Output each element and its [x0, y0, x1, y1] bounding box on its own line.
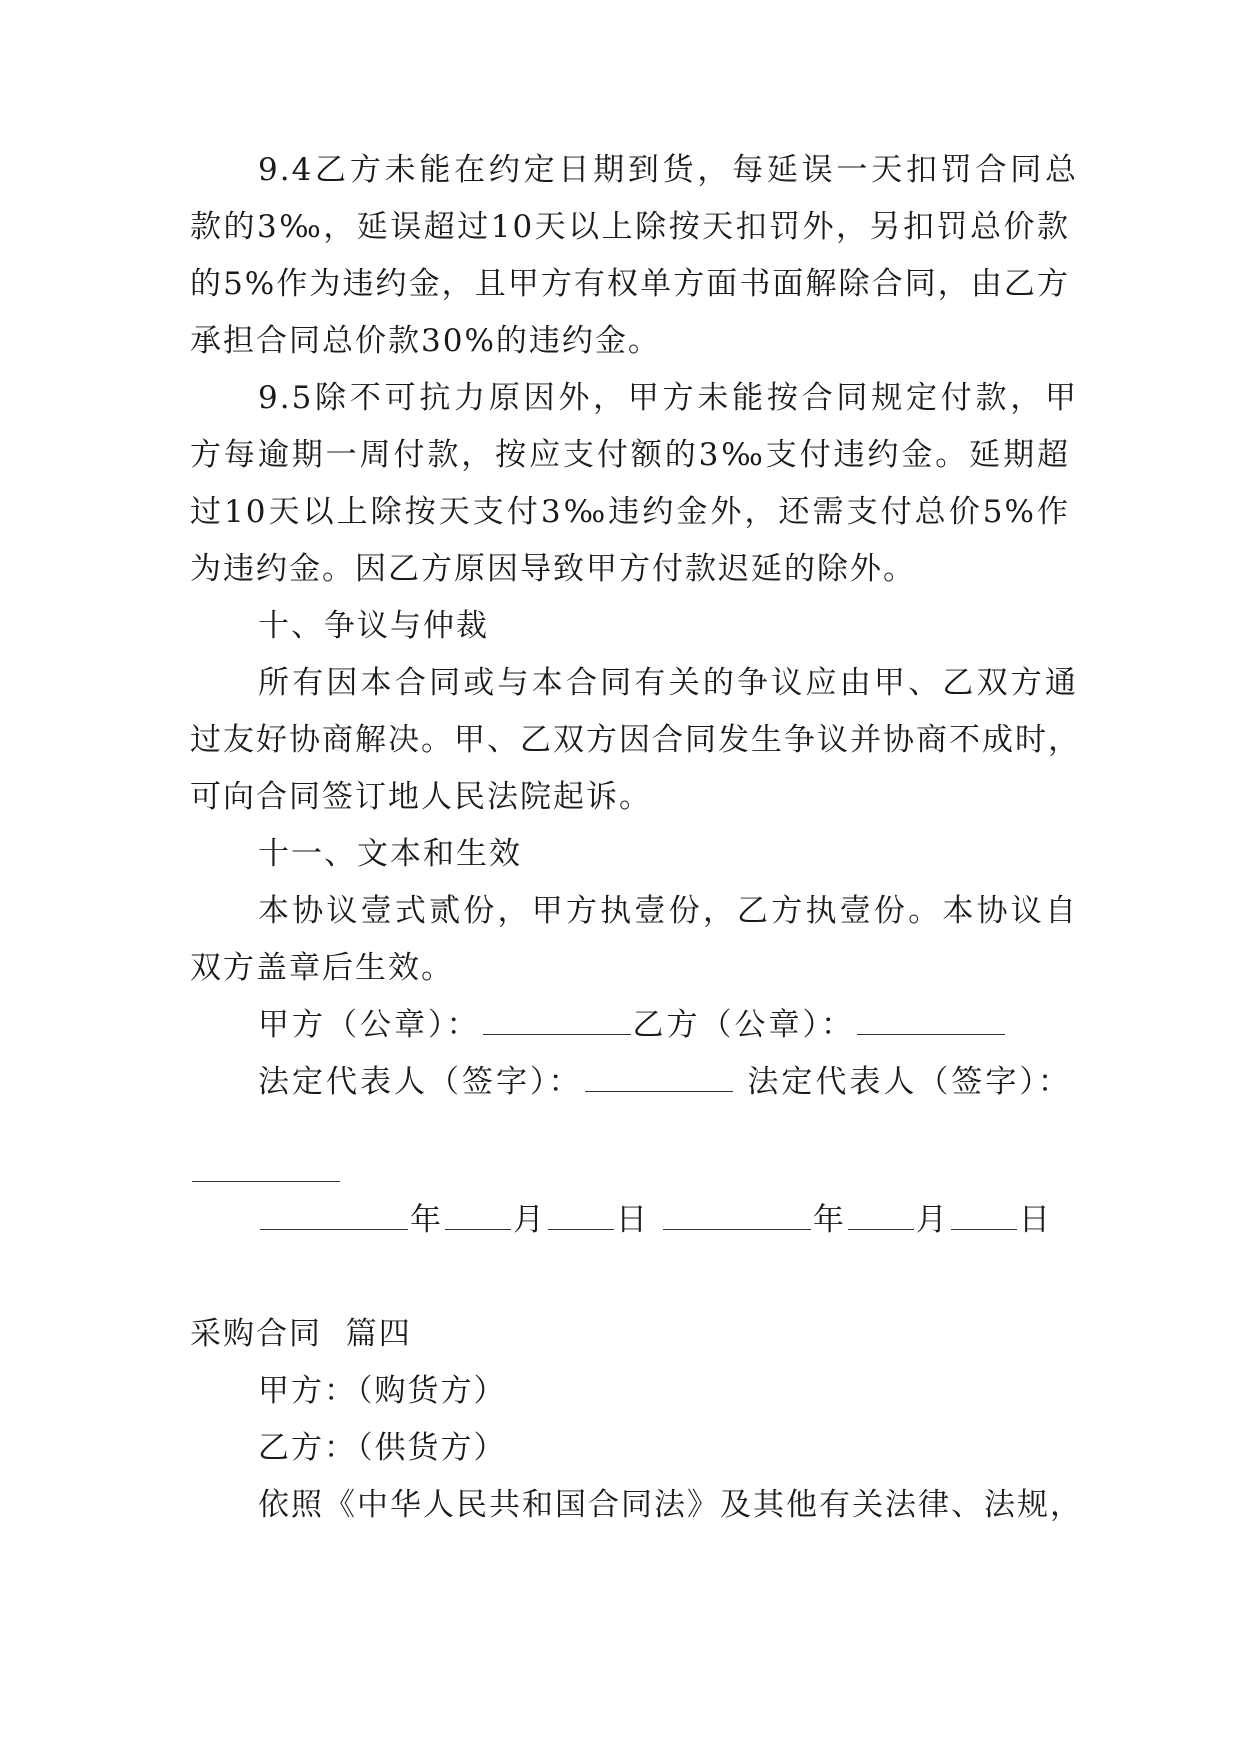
clause-9-4-line-2: 款的3‰，延误超过10天以上除按天扣罚外，另扣罚总价款: [190, 209, 1070, 245]
section-11-line-2: 双方盖章后生效。: [190, 950, 454, 986]
section-10-title: 十、争议与仲裁: [258, 608, 489, 644]
clause-9-4-line-4: 承担合同总价款30%的违约金。: [190, 323, 661, 359]
clause-9-5-line-1: 9.5除不可抗力原因外，甲方未能按合同规定付款，甲: [258, 380, 1078, 416]
next-contract-heading: 采购合同 篇四: [190, 1316, 412, 1352]
clause-9-5-line-4: 为违约金。因乙方原因导致甲方付款迟延的除外。: [190, 551, 916, 587]
party-b-seal-label: 乙方（公章）：: [632, 1007, 855, 1043]
party-b-day-blank[interactable]: [951, 1203, 1017, 1230]
party-b-month-label: 月: [915, 1202, 949, 1238]
party-b-day-label: 日: [1018, 1202, 1052, 1238]
party-b-rep-label: 法定代表人（签字）：: [747, 1064, 1072, 1100]
party-a-rep-label: 法定代表人（签字）：: [258, 1064, 583, 1100]
party-a-month-label: 月: [513, 1202, 546, 1238]
party-a-seal-label: 甲方（公章）：: [258, 1007, 481, 1043]
next-intro-line: 依照《中华人民共和国合同法》及其他有关法律、法规，: [258, 1487, 1083, 1523]
party-a-rep-blank[interactable]: [585, 1065, 733, 1092]
party-b-month-blank[interactable]: [848, 1203, 914, 1230]
representative-row: [258, 1062, 1072, 1102]
party-a-year-blank[interactable]: [260, 1203, 408, 1230]
party-a-seal-blank[interactable]: [483, 1008, 631, 1035]
party-b-year-label: 年: [812, 1202, 846, 1238]
clause-9-4-line-3: 的5%作为违约金，且甲方有权单方面书面解除合同，由乙方: [190, 266, 1070, 302]
section-10-line-1: 所有因本合同或与本合同有关的争议应由甲、乙双方通: [258, 665, 1078, 701]
clause-9-4-line-1: 9.4乙方未能在约定日期到货，每延误一天扣罚合同总: [258, 152, 1078, 188]
section-11-line-1: 本协议壹式贰份，甲方执壹份，乙方执壹份。本协议自: [258, 893, 1078, 929]
section-10-line-3: 可向合同签订地人民法院起诉。: [190, 779, 652, 815]
party-b-year-blank[interactable]: [663, 1203, 811, 1230]
section-10-line-2: 过友好协商解决。甲、乙双方因合同发生争议并协商不成时，: [190, 722, 1081, 758]
party-a-month-blank[interactable]: [445, 1203, 511, 1230]
party-a-day-blank[interactable]: [548, 1203, 614, 1230]
seal-row: [258, 1005, 1007, 1045]
next-party-a: 甲方：（购货方）: [258, 1373, 507, 1409]
next-party-b: 乙方：（供货方）: [258, 1430, 507, 1466]
clause-9-5-line-2: 方每逾期一周付款，按应支付额的3‰支付违约金。延期超: [190, 437, 1070, 473]
clause-9-5-line-3: 过10天以上除按天支付3‰违约金外，还需支付总价5%作: [190, 494, 1070, 530]
party-b-rep-blank[interactable]: [192, 1180, 340, 1182]
party-a-day-label: 日: [616, 1202, 649, 1238]
section-11-title: 十一、文本和生效: [258, 836, 522, 872]
date-row: [258, 1200, 1052, 1240]
party-b-seal-blank[interactable]: [857, 1008, 1005, 1035]
party-a-year-label: 年: [410, 1202, 443, 1238]
